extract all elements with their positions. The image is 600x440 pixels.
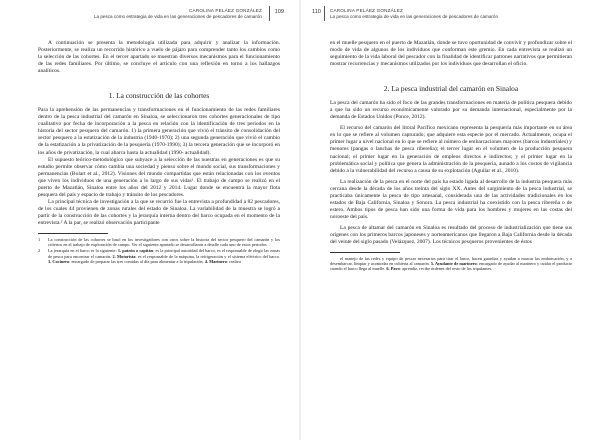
- footnote-number: 1: [38, 236, 41, 242]
- running-head-author: CAROLINA PELÁEZ GONZÁLEZ: [330, 8, 403, 13]
- right-page: [300, 0, 600, 440]
- footnote-number: 2: [38, 248, 41, 254]
- body-paragraph: La pesca del camarón ha sido el foco de las grandes transformaciones en materia de política pesquera debido a que ha sido un recurso económicamente valorado por su demanda internacional, especialmente por la demanda de Estados Unidos (Ponce, 2012).: [330, 100, 572, 121]
- running-head: [94, 8, 262, 19]
- footnote: [38, 237, 280, 248]
- intro-paragraph: A continuación se presenta la metodología utilizada para adquirir y analizar la información. Posteriormente, se realiza un recorrido histórico a vuelo de pájaro para comprender tanto los cambios como la selección de las cohortes. En el tercer apartado se muestran diversos mecanismos para el funcionamiento de las redes familiares. Por último, se concluye el artículo con una reflexión en torno a los hallazgos analíticos.: [38, 40, 280, 75]
- footnote-term: 5. Ayudante de marinero: [430, 260, 477, 266]
- body-paragraph: Para la aprehensión de las permanencias y transformaciones en el funcionamiento de las redes familiares dentro de la pesca industrial del camarón en Sinaloa, se seleccionaron tres cohortes generacionales de tipo cualitativo por fecha de incorporación a la pesca en relación con la identificación de tres periodos en la historia del sector pesquero del camarón. 1) la primera generación que vivió el tránsito de consolidación del sector pesquero a la estatización de la industria (1940-1970); 2) una segunda generación que vivió el cambio de la estatización a la privatización de la pesquería (1970-1990); 3) la tercera generación que se incorporó en los años de privatización, la cual abarca hasta la actualidad (1990- actualidad).: [38, 107, 280, 156]
- footnote-continuation: [330, 256, 572, 272]
- page-number: 110: [312, 9, 321, 15]
- footnote-term: 6. Pavo: [386, 266, 400, 272]
- footnote: [38, 248, 280, 264]
- running-head-author: CAROLINA PELÁEZ GONZÁLEZ: [189, 8, 262, 13]
- footnote-term: 3. Cocinero: [48, 258, 70, 264]
- left-page-body: [38, 40, 280, 265]
- footnote-text: La construcción de las cohortes se basó en los investigadores con otros sobre la historia del sector pesquero del camarón y los criterios en el trabajo de exploración de campo. Ver el siguiente apartado se desarrollaron a detalle cada uno de estos periodos.: [48, 236, 280, 247]
- body-paragraph: El recurso del camarón del litoral Pacífico mexicano representa la pesquería más importante en su área en lo que se refiere al volumen capturado; que adquiere esta especie por el mercado. Actualmente, ocupa el primer lugar a nivel nacional en lo que se refiere al número de embarcaciones mayores (barcos industriales) y menores (pangas o lanchas de pesca ribereña); el tercer lugar en el volumen de la producción pesquera nacional; el primer lugar en la generación de empleos directos e indirectos; y el primer lugar en la problemática social y política que genera la administración de la pesquería, aunado a los costos de vigilancia debido a la vulnerabilidad del recurso a causa de su explotación (Aguilar et al., 2010).: [330, 125, 572, 174]
- section-heading: 2. La pesca industrial del camarón en Sinaloa: [383, 84, 519, 94]
- footnote-text: : encargado de ayudar al marinero y cuidar el producto cuando el barco llega al muelle.: [330, 260, 572, 272]
- body-paragraph: La pesca de altamar del camarón en Sinaloa es resultado del proceso de industrialización que tiene sus orígenes con los primeros barcos japoneses y norteamericanos que llegaron a Baja California desde la década del veinte del siglo pasado (Velázquez, 2007). Los técnicos pesqueros provenientes de éstos: [330, 224, 572, 246]
- footnote-rule: [330, 252, 400, 253]
- footnote-text: : es la principal autoridad del barco, es el responsable de elegir las zonas de pesca para encontrar el camarón.: [48, 248, 281, 259]
- footnote-text: el manejo de las redes y equipo de pescar necesarios para tirar el lance, hacen guardias y ayudan a marcar las embarcación, y a desembarcar, limpiar y acomodar en cubierta al camarón.: [330, 255, 572, 266]
- footnotes: [330, 256, 572, 272]
- footnote-text: : aprendiz, recibe órdenes del resto de los tripulantes.: [399, 266, 493, 272]
- footnote-term: 1. patrón o capitán: [117, 248, 154, 254]
- footnote-text: : encargado de preparar las tres comidas al día para alimentar a la tripulación.: [69, 258, 204, 264]
- footnote-text: La jerarquía en el barco es la siguiente:: [48, 248, 117, 254]
- footnote-rule: [38, 233, 108, 234]
- folio-divider: [324, 6, 325, 21]
- footnote-term: 4. Marinero: [204, 258, 227, 264]
- section-heading: 1. La construcción de las cohortes: [108, 91, 210, 101]
- body-paragraph: El supuesto teórico-metodológico que subyace a la selección de las nuestras en generaciones es que su estudio permite observar cómo cambia una sociedad y pienso sobre el mundo social, sus transformaciones y permanencias (Bolart et al., 2012). Visiones del mundo compartidas que están relacionadas con los eventos que viven los individuos de una generación a lo largo de sus vidas¹. El trabajo de campo se realizó en el puerto de Mazatlán, Sinaloa entre los años del 2012 y 2014. Lugar donde se encuentra la mayor flota pesquera del país y espacio de trabajo y tránsito de los pescadores.: [38, 156, 280, 198]
- footnote-term: 2. Motorista: [112, 253, 136, 259]
- folio-divider: [269, 6, 270, 21]
- body-paragraph: La realización de la pesca en el norte del país ha estado ligada al desarrollo de la industria pesquera más cercana desde la década de los años treinta del siglo XX. Antes del surgimiento de la pesca industrial, se practicaba únicamente la pesca de tipo artesanal, considerada una de las actividades tradicionales en los estados de Baja California, Sinaloa y Sonora. La pesca industrial ha coexistido con la pesca ribereña o de estero. Ambos tipos de pesca han sido una forma de vida para los hombres y mujeres en las costas del noroeste del país.: [330, 178, 572, 220]
- page-number: 109: [274, 9, 284, 15]
- running-head-subtitle: La pesca como estrategia de vida en las generaciones de pescadores de camarón: [93, 13, 262, 19]
- running-head: [330, 8, 498, 19]
- continued-paragraph: en el muelle pesquero en el puerto de Mazatlán, donde se tuvo oportunidad de convivir y profundizar sobre el modo de vida de algunos de los individuos que conforman este gremio. En cada entrevista se realizó un seguimiento de la vida laboral del pescador con la finalidad de identificar patrones narrativos que permitieran mostrar recurrencias y mecanismos utilizados por los individuos que desarrollan el oficio.: [330, 40, 572, 68]
- right-page-body: [330, 40, 572, 272]
- footnote-text: : es el responsable de la máquina, la refrigeración y el sistema eléctrico del barco.: [135, 253, 280, 259]
- body-paragraph: La principal técnica de investigación a la que se recurrió fue la entrevista a profundidad a 82 pescadores, de los cuales 44 provienen de zonas rurales del estado de Sinaloa. La variabilidad de la muestra se logró a partir de la construcción de las cohortes y la jerarquía interna dentro del barco ocupada en el momento de la entrevista.² A la par, se realizó observación participante: [38, 198, 280, 226]
- footnote-text: : realiza: [226, 258, 241, 264]
- footnotes: [38, 237, 280, 264]
- running-head-subtitle: La pesca como estrategia de vida en las generaciones de pescadores de camarón: [330, 13, 499, 19]
